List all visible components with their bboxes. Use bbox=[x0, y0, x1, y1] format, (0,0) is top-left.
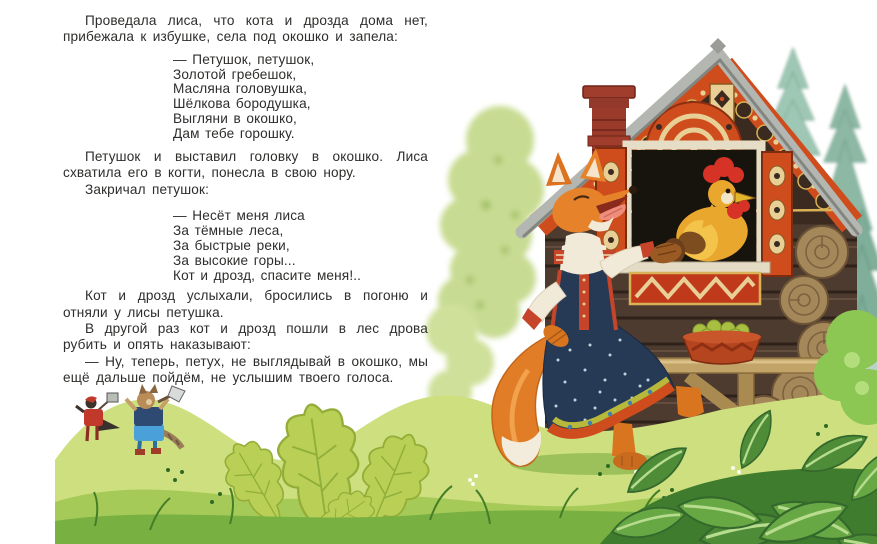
story-paragraph-1: Проведала лиса, что кота и дрозда дома нет, прибежала к избушке, села под окошко и запела: bbox=[63, 13, 428, 45]
story-paragraph-6: — Ну, теперь, петух, не выглядывай в окошко, мы ещё дальше пойдём, не услышим твоего голоса. bbox=[63, 353, 428, 385]
verse-line: Шёлкова бородушка, bbox=[173, 96, 311, 112]
verse-line: За быстрые реки, bbox=[173, 237, 290, 253]
story-paragraph-4: Кот и дрозд услыхали, бросились в погоню и отняли у лисы петушка. bbox=[63, 288, 428, 320]
verse-2 bbox=[173, 209, 428, 284]
verse-line: За тёмные леса, bbox=[173, 222, 284, 238]
verse-line: Кот и дрозд, спасите меня!.. bbox=[173, 267, 362, 283]
story-paragraph-3: Закричал петушок: bbox=[85, 181, 210, 197]
story-paragraph-5: В другой раз кот и дрозд пошли в лес дрова рубить и опять наказывают: bbox=[63, 321, 428, 353]
verse-1 bbox=[173, 53, 428, 142]
verse-line: — Несёт меня лиса bbox=[173, 207, 305, 223]
verse-line: Масляна головушка, bbox=[173, 81, 308, 97]
fox-back-leg bbox=[676, 386, 704, 417]
verse-line: — Петушок, петушок, bbox=[173, 51, 315, 67]
verse-line: Дам тебе горошку. bbox=[173, 126, 295, 142]
verse-line: Золотой гребешок, bbox=[173, 66, 297, 82]
story-paragraph-2: Петушок и выставил головку в окошко. Лиса схватила его в когти, понесла в свою нору. bbox=[63, 149, 428, 181]
sill-panel bbox=[630, 273, 760, 304]
verse-line: За высокие горы... bbox=[173, 252, 296, 268]
verse-line: Выгляни в окошко, bbox=[173, 111, 297, 127]
window-sill bbox=[620, 262, 770, 273]
story-text bbox=[63, 13, 428, 386]
